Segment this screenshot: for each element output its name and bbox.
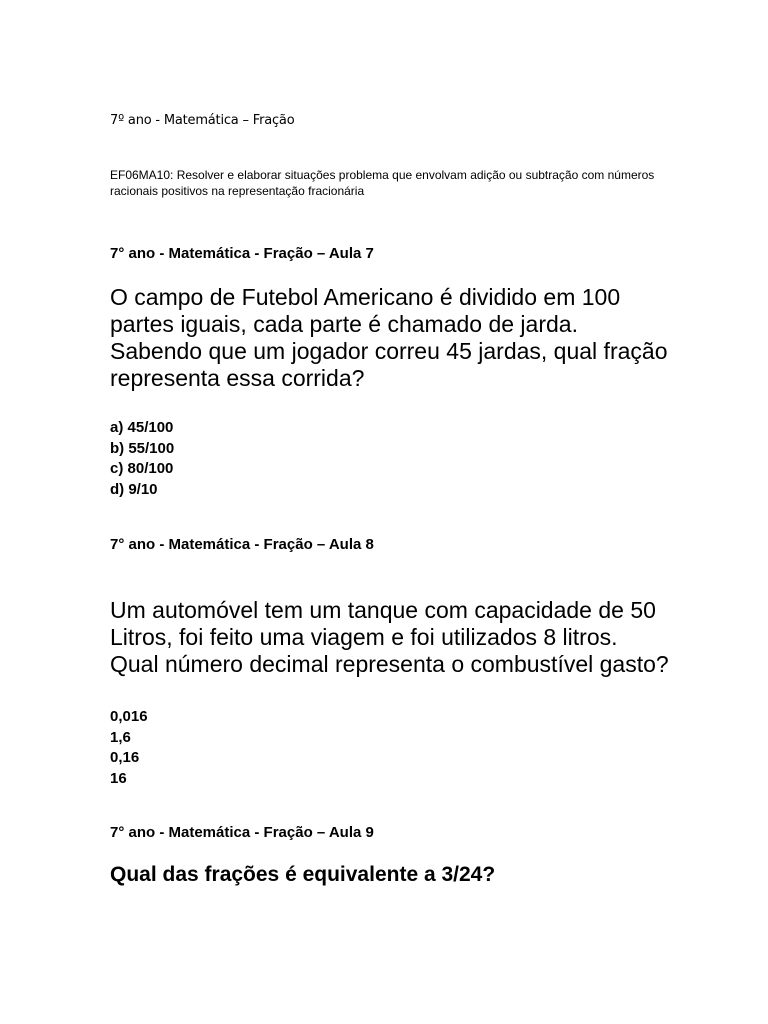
document-header-title: 7º ano - Matemática – Fração [110, 113, 295, 128]
options-list-aula-8 [110, 707, 148, 789]
option-item: 0,016 [110, 708, 148, 725]
options-list-aula-7 [110, 418, 174, 500]
option-item: d) 9/10 [110, 480, 158, 498]
question-aula-8: Um automóvel tem um tanque com capacidade de 50 Litros, foi feito uma viagem e foi utilizados 8 litros. Qual número decimal representa o combustível gasto? [110, 597, 669, 677]
section-heading-aula-8: 7° ano - Matemática - Fração – Aula 8 [110, 536, 374, 553]
question-aula-7: O campo de Futebol Americano é dividido em 100 partes iguais, cada parte é chamado de jarda. Sabendo que um jogador correu 45 jardas, qual fração representa essa corrida? [110, 284, 668, 391]
option-item: 1,6 [110, 728, 131, 746]
skill-description: EF06MA10: Resolver e elaborar situações problema que envolvam adição ou subtração com números racionais positivos na representação fracionária [110, 168, 655, 198]
option-item: c) 80/100 [110, 460, 174, 477]
question-aula-9: Qual das frações é equivalente a 3/24? [110, 863, 496, 886]
section-heading-aula-7: 7° ano - Matemática - Fração – Aula 7 [110, 245, 374, 262]
option-item: b) 55/100 [110, 439, 175, 457]
section-heading-aula-9: 7° ano - Matemática - Fração – Aula 9 [110, 824, 374, 841]
option-item: 0,16 [110, 749, 140, 766]
option-item: a) 45/100 [110, 419, 174, 436]
option-item: 16 [110, 769, 127, 787]
